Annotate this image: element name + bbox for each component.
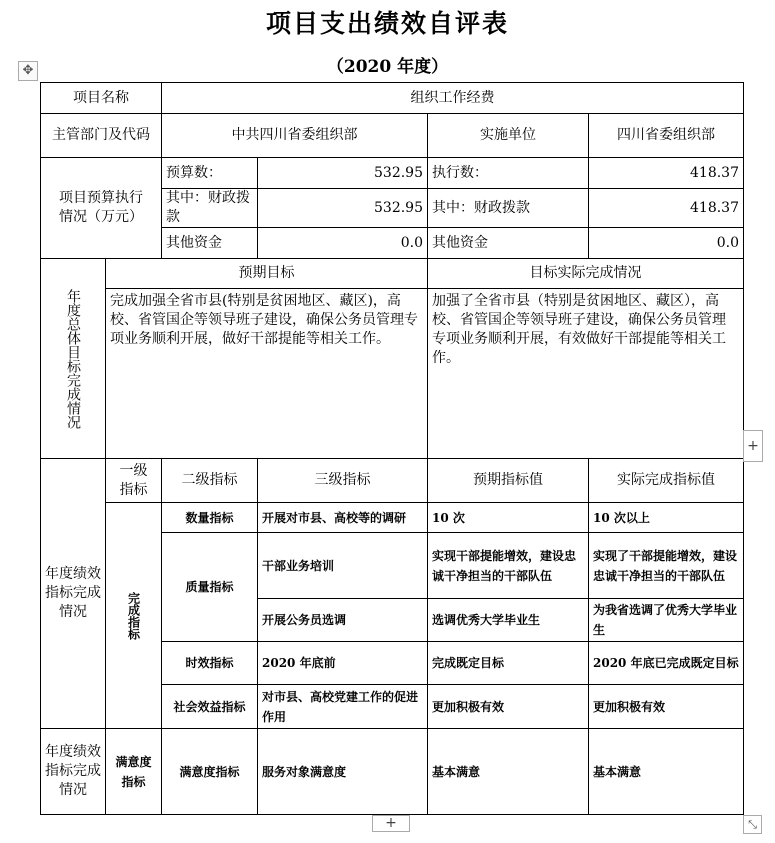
actual-goal-header: 目标实际完成情况 — [428, 259, 744, 289]
exec-item-label: 执行数： — [428, 158, 589, 189]
indicator-actual: 更加积极有效 — [589, 685, 744, 729]
level1-completion-text: 完成指标 — [126, 591, 141, 640]
indicator-level3: 对市县、高校党建工作的促进作用 — [258, 685, 428, 729]
project-name-value: 组织工作经费 — [162, 83, 744, 114]
page-title: 项目支出绩效自评表 — [265, 9, 509, 38]
satisfaction-level1-text: 满意度指标 — [115, 754, 152, 789]
indicator-label — [41, 459, 106, 729]
budget-label — [41, 158, 162, 259]
plus-icon: + — [385, 815, 397, 831]
level1-completion — [106, 503, 162, 729]
indicator-expected: 10 次 — [428, 503, 589, 533]
exec-item-label: 其他资金 — [428, 228, 589, 259]
budget-item-value: 532.95 — [258, 158, 428, 189]
indicator-level2: 质量指标 — [162, 533, 258, 642]
department-value: 中共四川省委组织部 — [162, 114, 428, 158]
table-resize-handle[interactable] — [743, 815, 762, 834]
satisfaction-label — [41, 729, 106, 815]
indicator-level3: 干部业务培训 — [258, 533, 428, 599]
expected-value-header: 预期指标值 — [428, 459, 589, 503]
exec-item-label: 其中：财政拨款 — [428, 189, 589, 228]
level2-header: 二级指标 — [162, 459, 258, 503]
goal-label-text: 年度总体目标完成情况 — [65, 288, 81, 429]
satisfaction-label-text: 年度绩效指标完成情况 — [45, 744, 101, 798]
budget-item-label: 预算数： — [162, 158, 258, 189]
satisfaction-level1 — [106, 729, 162, 815]
budget-item-label: 其中：财政拨款 — [162, 189, 258, 228]
indicator-actual: 2020 年底已完成既定目标 — [589, 642, 744, 685]
implementer-value: 四川省委组织部 — [589, 114, 744, 158]
satisfaction-level2: 满意度指标 — [162, 729, 258, 815]
budget-item-value: 0.0 — [258, 228, 428, 259]
row-goal-headers — [41, 259, 744, 289]
implementer-label: 实施单位 — [428, 114, 589, 158]
indicator-level3: 开展对市县、高校等的调研 — [258, 503, 428, 533]
exec-item-value: 418.37 — [589, 158, 744, 189]
budget-label-text: 项目预算执行情况（万元） — [59, 190, 143, 225]
row-goal-text — [41, 289, 744, 459]
row-indicator-headers — [41, 459, 744, 503]
satisfaction-level3: 服务对象满意度 — [258, 729, 428, 815]
actual-goal-text: 加强了全省市县（特别是贫困地区、藏区），高校、省管国企等领导班子建设，确保公务员管理专项业务顺利开展，有效做好干部提能等相关工作。 — [428, 289, 744, 459]
row-department — [41, 114, 744, 158]
satisfaction-expected: 基本满意 — [428, 729, 589, 815]
row-satisfaction — [41, 729, 744, 815]
exec-item-value: 418.37 — [589, 189, 744, 228]
expected-goal-text: 完成加强全省市县(特别是贫困地区、藏区)，高校、省管国企等领导班子建设，确保公务员管理专项业务顺利开展，做好干部提能等相关工作。 — [106, 289, 428, 459]
budget-item-label: 其他资金 — [162, 228, 258, 259]
indicator-level2: 时效指标 — [162, 642, 258, 685]
expected-goal-header: 预期目标 — [106, 259, 428, 289]
level3-header: 三级指标 — [258, 459, 428, 503]
actual-value-header: 实际完成指标值 — [589, 459, 744, 503]
resize-icon: ⤡ — [748, 818, 757, 831]
report-year: （2020 年度） — [326, 57, 449, 77]
add-row-button[interactable] — [372, 815, 410, 832]
evaluation-table — [40, 82, 744, 815]
level1-header-text: 一级指标 — [119, 462, 148, 498]
indicator-expected: 实现干部提能增效，建设忠诚干净担当的干部队伍 — [428, 533, 589, 599]
row-budget-1 — [41, 158, 744, 189]
plus-icon: + — [747, 438, 759, 454]
budget-item-value: 532.95 — [258, 189, 428, 228]
indicator-actual: 为我省选调了优秀大学毕业生 — [589, 599, 744, 642]
level1-header — [106, 459, 162, 503]
exec-item-value: 0.0 — [589, 228, 744, 259]
indicator-level2: 数量指标 — [162, 503, 258, 533]
indicator-actual: 实现了干部提能增效，建设忠诚干净担当的干部队伍 — [589, 533, 744, 599]
add-column-button[interactable] — [743, 430, 763, 462]
department-label: 主管部门及代码 — [41, 114, 162, 158]
goal-label — [41, 259, 106, 459]
table-row — [41, 503, 744, 533]
indicator-expected: 选调优秀大学毕业生 — [428, 599, 589, 642]
project-name-label: 项目名称 — [41, 83, 162, 114]
satisfaction-actual: 基本满意 — [589, 729, 744, 815]
move-icon: ✥ — [22, 63, 34, 78]
indicator-level3: 开展公务员选调 — [258, 599, 428, 642]
row-project-name — [41, 83, 744, 114]
indicator-expected: 更加积极有效 — [428, 685, 589, 729]
indicator-label-text: 年度绩效指标完成情况 — [45, 566, 101, 620]
table-move-handle[interactable] — [18, 61, 38, 81]
indicator-level2: 社会效益指标 — [162, 685, 258, 729]
indicator-actual: 10 次以上 — [589, 503, 744, 533]
indicator-level3: 2020 年底前 — [258, 642, 428, 685]
indicator-expected: 完成既定目标 — [428, 642, 589, 685]
